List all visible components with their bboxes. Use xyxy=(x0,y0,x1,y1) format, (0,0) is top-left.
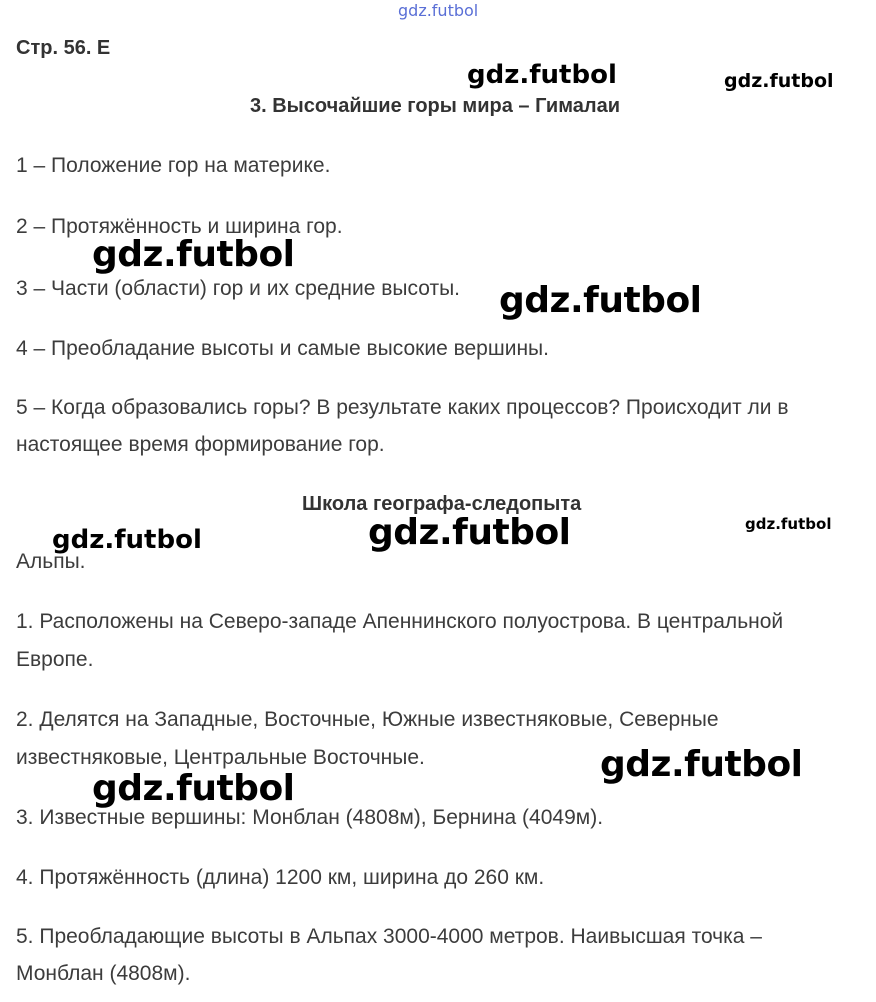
section2-item-5-line1: 5. Преобладающие высоты в Альпах 3000-4000 метров. Наивысшая точка – xyxy=(16,925,762,948)
section2-item-2-line2: известняковые, Центральные Восточные. xyxy=(16,746,425,769)
section2-item-1-line2: Европе. xyxy=(16,648,94,671)
section2-item-1-line1: 1. Расположены на Северо-западе Апеннинского полуострова. В центральной xyxy=(16,610,784,633)
section2-subject: Альпы. xyxy=(16,550,86,573)
watermark: gdz.futbol xyxy=(499,280,702,321)
watermark: gdz.futbol xyxy=(92,768,295,809)
top-watermark: gdz.futbol xyxy=(398,1,479,20)
section2-item-4: 4. Протяжённость (длина) 1200 км, ширина до 260 км. xyxy=(16,866,545,889)
section1-item-3: 3 – Части (области) гор и их средние высоты. xyxy=(16,277,461,300)
section2-item-5-line2: Монблан (4808м). xyxy=(16,962,191,985)
watermark: gdz.futbol xyxy=(368,512,571,553)
section2-item-2-line1: 2. Делятся на Западные, Восточные, Южные известняковые, Северные xyxy=(16,708,719,731)
section2-title: Школа географа-следопыта xyxy=(302,493,582,515)
section1-title: 3. Высочайшие горы мира – Гималаи xyxy=(250,95,620,117)
section1-item-1: 1 – Положение гор на материке. xyxy=(16,154,331,177)
watermark: gdz.futbol xyxy=(52,525,202,555)
section1-item-2: 2 – Протяжённость и ширина гор. xyxy=(16,215,343,238)
section1-item-4: 4 – Преобладание высоты и самые высокие вершины. xyxy=(16,337,549,360)
watermark: gdz.futbol xyxy=(724,70,834,92)
section2-item-3: 3. Известные вершины: Монблан (4808м), Бернина (4049м). xyxy=(16,806,604,829)
section1-item-5-line2: настоящее время формирование гор. xyxy=(16,433,385,456)
watermark: gdz.futbol xyxy=(92,234,295,275)
watermark: gdz.futbol xyxy=(600,744,803,785)
watermark: gdz.futbol xyxy=(467,60,617,90)
watermark: gdz.futbol xyxy=(745,515,832,533)
section1-item-5-line1: 5 – Когда образовались горы? В результате каких процессов? Происходит ли в xyxy=(16,396,789,419)
page-label: Стр. 56. Е xyxy=(16,37,111,59)
